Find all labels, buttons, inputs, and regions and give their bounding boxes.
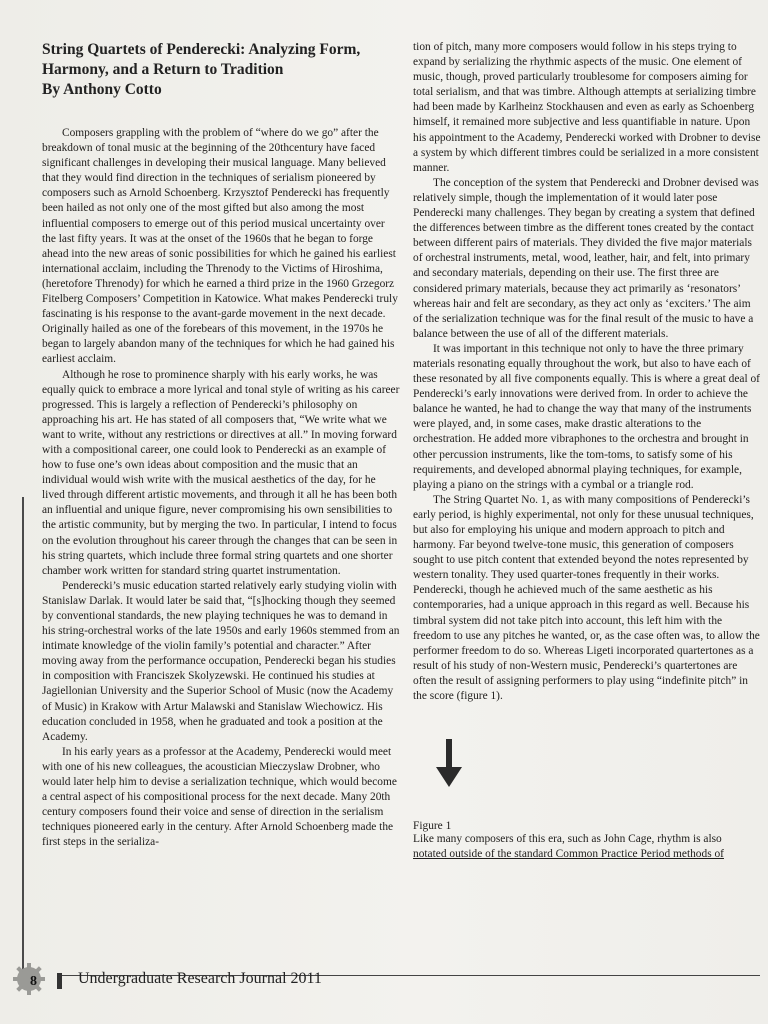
paragraph-2: Although he rose to prominence sharply with his early works, he was equally quick to embrace a more lyrical and tonal style of writing as his career progressed. This is largely a reflection of Penderecki’s philosophy on approaching his art. He has stated of all composers that, “We write what we want to write, without any restrictions or directives at all.” In moving forward with a compositional career, one could look to Penderecki as an example of how to fuse one’s own ideas about composition and the music that an individual would wish write with the musical aesthetics of the day, for he lived through different artistic movements, and through it all he has been both an influential and unique figure, never compromising his own sensibilities to the artistic community, but by merging the two. In particular, I intend to focus on the evolution throughout his career through the changes that can be seen in his string quartets, which include three formal string quartets and one shorter chamber work written for standard string quartet instrumentation. bbox=[42, 368, 400, 577]
journal-name: Undergraduate Research Journal 2011 bbox=[78, 970, 322, 987]
title-line-1: String Quartets of Penderecki: Analyzing Form, bbox=[42, 41, 361, 58]
left-column-text bbox=[42, 126, 400, 851]
margin-rule bbox=[22, 497, 24, 987]
page-footer bbox=[0, 962, 420, 1002]
author-byline: By Anthony Cotto bbox=[42, 81, 162, 98]
right-column bbox=[413, 40, 761, 862]
title-line-2: Harmony, and a Return to Tradition bbox=[42, 61, 284, 78]
paragraph-7: The String Quartet No. 1, as with many compositions of Penderecki’s early period, is highly experimental, not only for these unusual techniques, but also for employing his unique and modern approach to pitch and harmony. Far beyond twelve-tone music, this generation of composers sought to use pitch content that extended beyond the notes represented by western tonality. They used quarter-tones frequently in their works. Penderecki, though he achieved much of the same aesthetic as his contemporaries, had a unique approach in this regard as well. Because his timbral system did not take pitch into account, this left him with the freedom to use any pitches he wanted, or, as the case often was, to allow the performer freedom to do so. Whereas Ligeti incorporated quartertones as a result of his study of non-Western music, Penderecki’s quartertones are often the result of assigning performers to play using “indefinite pitch” in the score (figure 1). bbox=[413, 493, 760, 703]
down-arrow-icon bbox=[436, 737, 462, 789]
paragraph-1: Composers grappling with the problem of “where do we go” after the breakdown of tonal music at the beginning of the 20thcentury have faced significant challenges in developing their musical language. Many believed that they would find direction in the techniques of serialism pioneered by composers such as Arnold Schoenberg. Krzysztof Penderecki has frequently been hailed as not only one of the most gifted but also among the most influential composers to emerge out of this period musical uncertainty over the last fifty years. It was at the onset of the 1960s that he began to forge ahead into the new areas of sonic possibilities for which he gained his earliest international acclaim, including the Threnody to the Victims of Hiroshima, (heretofore Threnody) for which he earned a third prize in the 1960 Grzegorz Fitelberg Composers’ Competition in Katowice. What makes Penderecki truly fascinating is his response to the avant-garde movement in the next decade. Originally hailed as one of the forebears of this movement, in the 1970s he began to largely abandon many of the techniques for which he had gained his earliest acclaim. bbox=[42, 127, 398, 366]
paragraph-6: It was important in this technique not only to have the three primary materials resonating equally throughout the work, but also to have each of these resonated by all five components equally. This is where a great deal of Penderecki’s early innovations were derived from. In order to achieve the balance he wanted, he had to change the way that many of the instruments were played, and, in some cases, make drastic alterations to the orchestration. He added more vibraphones to the orchestra and brought in other percussion instruments, like the tom-toms, to satisfy some of his requirements, and developed abnormal playing techniques, for example, playing a piano on the strings with a cymbal or a triangle rod. bbox=[413, 342, 760, 491]
paragraph-5: The conception of the system that Penderecki and Drobner devised was relatively simple, though the implementation of it would later pose Penderecki many challenges. They began by creating a system that defined the differences between timbre as the different tones created by the contact between different pairs of materials. They divided the five major materials of orchestral instruments, metal, wood, leather, hair, and felt, into primary and secondary materials, depending on their use. The first three are considered primary materials, because they act primarily as ‘resonators’ whereas hair and felt are secondary, as they act only as ‘exciters.’ The aim of the serialization technique was for the final result of the music to have a balance between the use of all of the different materials. bbox=[413, 176, 759, 340]
footer-divider bbox=[57, 973, 62, 989]
page-number: 8 bbox=[30, 974, 37, 989]
article-title bbox=[42, 40, 400, 100]
figure-label: Figure 1 bbox=[413, 820, 452, 833]
figure-caption bbox=[413, 832, 761, 862]
paragraph-continued: tion of pitch, many more composers would follow in his steps trying to expand by serializing the rhythmic aspects of the music. One element of music, though, proved particularly troublesome for composers aiming for total serialism, and that was timbre. Although attempts at serializing timbre had been made by Karlheinz Stockhausen and even as early as Schoenberg himself, it remained more subjective and less quantifiable in nature. Upon his appointment to the Academy, Penderecki worked with Drobner to devise a system by which different timbres could be serialized in a more consistent manner. bbox=[413, 41, 761, 174]
paragraph-3: Penderecki’s music education started relatively early studying violin with Stanislaw Darlak. It would later be said that, “[s]hocking though they seemed by conventional standards, the new playing techniques he was to demand in his string-orchestral works of the late 1950s and early 1960s stemmed from an intimate knowledge of the violin family’s potential and character.” After moving away from the performance occupation, Penderecki began his studies in composition with Franciszek Skolyzewski. He continued his studies at Jagiellonian University and the Superior School of Music (now the Academy of Music) in Krakow with Artur Malawski and Stanislaw Wiechowicz. His education concluded in 1958, when he graduated and took a position at the Academy. bbox=[42, 579, 400, 743]
caption-line-2: notated outside of the standard Common Practice Period methods of bbox=[413, 848, 724, 861]
caption-line-1: Like many composers of this era, such as John Cage, rhythm is also bbox=[413, 833, 722, 846]
paragraph-4: In his early years as a professor at the Academy, Penderecki would meet with one of his new colleagues, the acoustician Mieczyslaw Drobner, who would later help him to devise a serialization technique, which would become a central aspect of his compositional process for the next decade. Many 20th century composers found their voice and sense of direction in the serialism techniques pioneered early in the century. After Arnold Schoenberg made the first steps in the serializa- bbox=[42, 745, 397, 849]
figure-1-image bbox=[413, 724, 761, 814]
gear-icon bbox=[12, 962, 46, 996]
left-column bbox=[42, 40, 400, 851]
right-column-text bbox=[413, 40, 761, 704]
